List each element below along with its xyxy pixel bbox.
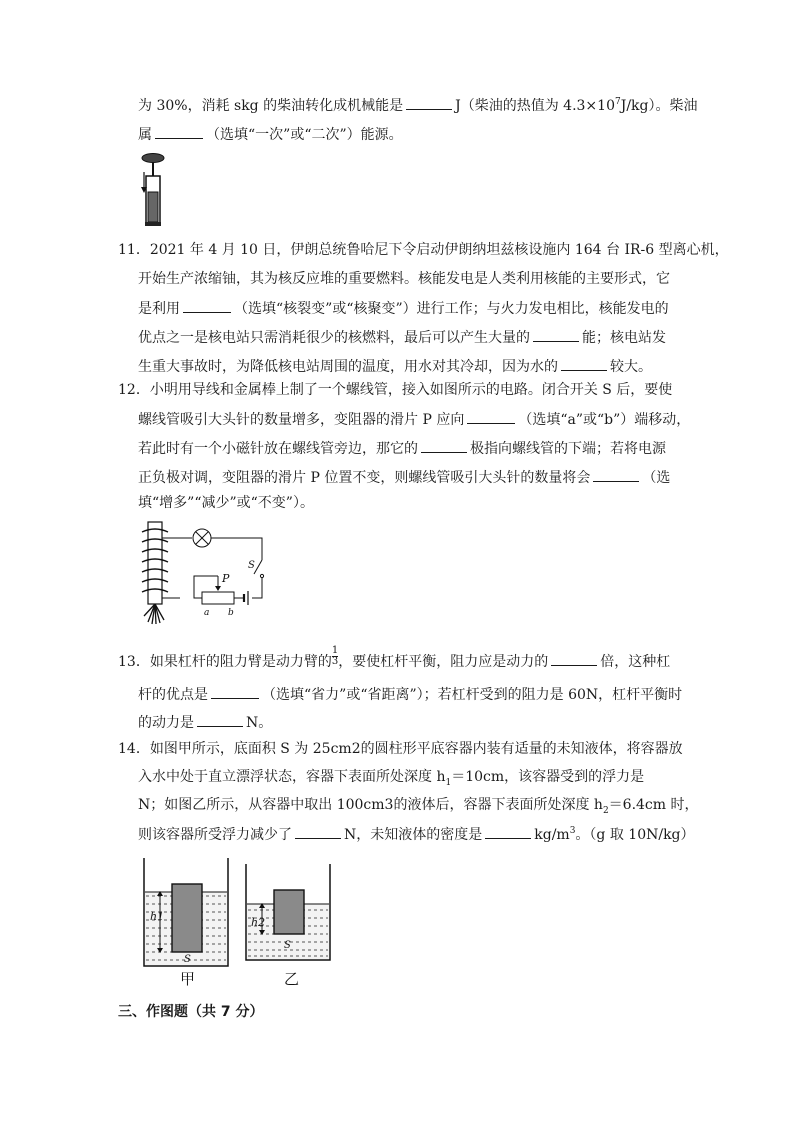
q11-line4: 优点之一是核电站只需消耗很少的核燃料，最后可以产生大量的 能；核电站发 (138, 327, 666, 348)
q11-line5: 生重大事故时，为降低核电站周围的温度，用水对其冷却，因为水的 较大。 (138, 356, 652, 377)
area-s-label-yi: S (284, 940, 291, 951)
solenoid-circuit-figure (140, 518, 272, 636)
q13-line1: 13．如果杠杆的阻力臂是动力臂的 $\frac{1}{3}$ ，要使杠杆平衡，阻力应是动力的 倍，这种杠 (118, 644, 671, 670)
answer-blank[interactable] (533, 327, 579, 342)
q10-line1: 为 30%，消耗 skg 的柴油转化成机械能是 J（柴油的热值为 $4.3\times 10^7J/kg$）。柴油 (138, 97, 698, 114)
slider-p-label: P (222, 572, 230, 585)
answer-blank[interactable] (551, 651, 597, 666)
answer-blank[interactable] (421, 438, 467, 453)
q11-line2: 开始生产浓缩铀，其为核反应堆的重要燃料。核能发电是人类利用核能的主要形式，它 (138, 271, 670, 287)
q14-line4: 则该容器所受浮力减少了 N，未知液体的密度是 $kg/m^3$。（g 取 10N/kg） (138, 826, 695, 843)
q10-line2: 属 （选填“一次”或“二次”）能源。 (138, 124, 403, 145)
q14-line2: 入水中处于直立漂浮状态，容器下表面所处深度 $h_1=10cm$，该容器受到的浮力是 (138, 769, 645, 788)
q14-line3: N；如图乙所示，从容器中取出 100cm3的液体后，容器下表面所处深度 $h_2=6.4cm$ 时， (138, 797, 699, 816)
switch-label: S (248, 560, 255, 571)
answer-blank[interactable] (211, 684, 259, 699)
q12-line5: 填“增多”“减少”或“不变”）。 (138, 495, 314, 511)
q11-line1: 11．2021 年 4 月 10 日，伊朗总统鲁哈尼下令启动伊朗纳坦兹核设施内 164 台 IR-6 型离心机， (118, 242, 729, 258)
caption-yi: 乙 (284, 970, 300, 988)
q14-line1: 14．如图甲所示，底面积 S 为 25cm2的圆柱形平底容器内装有适量的未知液体，将容器放 (118, 741, 683, 757)
section-heading: 三、作图题（共 7 分） (118, 1004, 264, 1020)
answer-blank[interactable] (467, 409, 515, 424)
rheostat-b-label: b (228, 608, 234, 618)
h2-label: h2 (251, 916, 266, 929)
answer-blank[interactable] (155, 124, 203, 139)
answer-blank[interactable] (197, 712, 243, 727)
q12-line1: 12．小明用导线和金属棒上制了一个螺线管，接入如图所示的电路。闭合开关 S 后，要使 (118, 382, 673, 398)
caption-jia: 甲 (180, 970, 196, 988)
container-figure-jia (140, 856, 232, 988)
q12-line4: 正负极对调，变阻器的滑片 P 位置不变，则螺线管吸引大头针的数量将会 （选 (138, 467, 670, 488)
container-figure-yi (244, 862, 334, 990)
h1-label: h1 (150, 910, 165, 923)
area-s-label-jia: S (184, 954, 191, 965)
rheostat-a-label: a (204, 608, 210, 618)
q13-line2: 杆的优点是 （选填“省力”或“省距离”）；若杠杆受到的阻力是 60N，杠杆平衡时 (138, 684, 682, 705)
answer-blank[interactable] (485, 824, 531, 839)
answer-blank[interactable] (561, 356, 607, 371)
q13-line3: 的动力是 N。 (138, 712, 272, 733)
answer-blank[interactable] (295, 824, 341, 839)
fraction-one-third: $\frac{1}{3}$ (331, 644, 339, 667)
answer-blank[interactable] (183, 298, 231, 313)
answer-blank[interactable] (406, 95, 452, 110)
q12-line2: 螺线管吸引大头针的数量增多，变阻器的滑片 P 应向 （选填“a”或“b”）端移动， (138, 409, 690, 430)
q11-line3: 是利用 （选填“核裂变”或“核聚变”）进行工作；与火力发电相比，核能发电的 (138, 298, 669, 319)
pump-figure (138, 152, 168, 228)
q12-line3: 若此时有一个小磁针放在螺线管旁边，那它的 极指向螺线管的下端；若将电源 (138, 438, 666, 459)
answer-blank[interactable] (593, 467, 639, 482)
